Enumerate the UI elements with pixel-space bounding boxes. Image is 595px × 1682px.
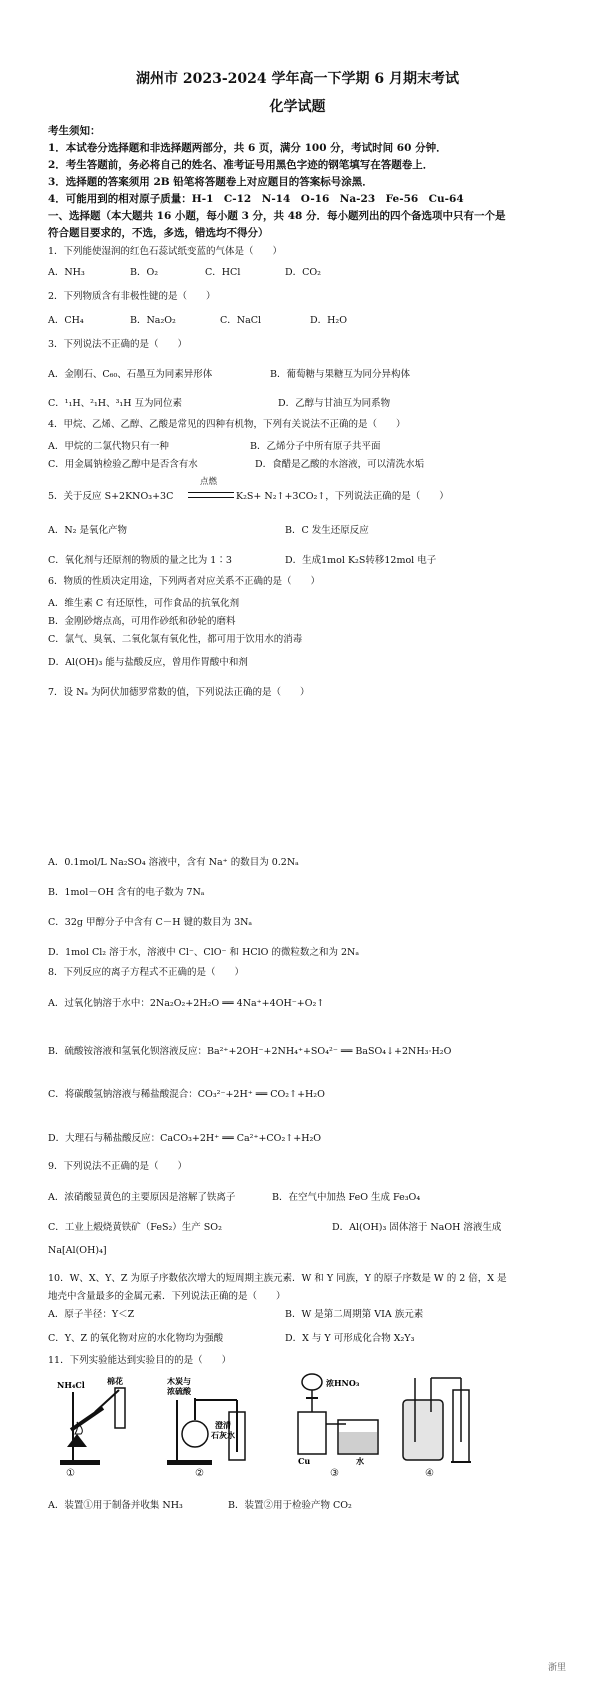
q2-stem: 2．下列物质含有非极性键的是（ ）: [48, 291, 216, 302]
q11-stem: 11．下列实验能达到实验目的的是（ ）: [48, 1355, 232, 1366]
q9-option-c: C．工业上煅烧黄铁矿（FeS₂）生产 SO₂: [48, 1222, 222, 1233]
q11-option-a: A．装置①用于制备并收集 NH₃: [48, 1500, 183, 1511]
q5-option-a: A．N₂ 是氧化产物: [48, 525, 128, 536]
q6-stem: 6．物质的性质决定用途，下列两者对应关系不正确的是（ ）: [48, 576, 321, 587]
q2-option-a: A．CH₄: [48, 315, 84, 326]
q3-option-b: B．葡萄糖与果糖互为同分异构体: [270, 369, 410, 380]
q6-option-a: A．维生素 C 有还原性，可作食品的抗氧化剂: [48, 598, 240, 609]
q1-option-a: A．NH₃: [48, 267, 85, 278]
apparatus-2-diagram: [165, 1372, 260, 1467]
q4-option-b: B．乙烯分子中所有原子共平面: [250, 441, 381, 452]
notice-item-4: 4．可能用到的相对原子质量：H-1 C-12 N-14 O-16 Na-23 Fe-56 Cu-64: [48, 193, 464, 205]
q10-option-a: A．原子半径：Y＜Z: [48, 1309, 135, 1320]
q5-option-c: C．氧化剂与还原剂的物质的量之比为 1∶3: [48, 555, 232, 566]
q7-option-c: C．32g 甲醇分子中含有 C－H 键的数目为 3Nₐ: [48, 917, 253, 928]
q6-option-c: C．氯气、臭氧、二氧化氯有氧化性，都可用于饮用水的消毒: [48, 634, 303, 645]
q7-stem: 7．设 Nₐ 为阿伏加德罗常数的值，下列说法正确的是（ ）: [48, 687, 310, 698]
q10-option-b: B．W 是第二周期第 VIA 族元素: [285, 1309, 424, 1320]
label-nh4cl: NH₄Cl: [57, 1380, 85, 1390]
q1-option-b: B．O₂: [130, 267, 159, 278]
q4-option-a: A．甲烷的二氯代物只有一种: [48, 441, 169, 452]
section-heading-line2: 符合题目要求的，不选，多选，错选均不得分）: [48, 227, 269, 239]
q9-option-a: A．浓硝酸显黄色的主要原因是溶解了铁离子: [48, 1192, 236, 1203]
exam-subtitle: 化学试题: [269, 99, 326, 115]
notice-heading: 考生须知：: [48, 125, 101, 137]
apparatus-caption-4: ④: [425, 1468, 434, 1479]
label-cotton: 棉花: [107, 1376, 123, 1386]
apparatus-caption-1: ①: [66, 1468, 75, 1479]
notice-item-1: 1．本试卷分选择题和非选择题两部分，共 6 页，满分 100 分，考试时间 60 分钟．: [48, 142, 447, 154]
label-limewater-1: 澄清: [215, 1420, 231, 1430]
q2-option-c: C．NaCl: [220, 315, 262, 326]
q8-option-c: C．将碳酸氢钠溶液与稀盐酸混合：CO₃²⁻+2H⁺ ══ CO₂↑+H₂O: [48, 1089, 325, 1100]
label-cu: Cu: [298, 1456, 311, 1466]
q8-stem: 8．下列反应的离子方程式不正确的是（ ）: [48, 967, 245, 978]
q1-option-d: D．CO₂: [285, 267, 321, 278]
q5-equation-sign: [188, 492, 234, 498]
q2-option-d: D．H₂O: [310, 315, 347, 326]
q3-option-c: C．¹₁H、²₁H、³₁H 互为同位素: [48, 398, 182, 409]
q3-stem: 3．下列说法不正确的是（ ）: [48, 339, 188, 350]
q4-option-d: D．食醋是乙酸的水溶液，可以清洗水垢: [255, 459, 425, 470]
q3-option-a: A．金刚石、C₆₀、石墨互为同素异形体: [48, 369, 213, 380]
q3-option-d: D．乙醇与甘油互为同系物: [278, 398, 391, 409]
apparatus-caption-2: ②: [195, 1468, 204, 1479]
q9-option-b: B．在空气中加热 FeO 生成 Fe₃O₄: [272, 1192, 421, 1203]
q7-option-a: A．0.1mol/L Na₂SO₄ 溶液中，含有 Na⁺ 的数目为 0.2Nₐ: [48, 857, 299, 868]
q4-stem: 4．甲烷、乙烯、乙醇、乙酸是常见的四种有机物，下列有关说法不正确的是（ ）: [48, 419, 406, 430]
apparatus-1-diagram: [55, 1372, 145, 1467]
footer-watermark: 浙里: [548, 1663, 567, 1673]
q7-option-d: D．1mol Cl₂ 溶于水，溶液中 Cl⁻、ClO⁻ 和 HClO 的微粒数之和为 2Nₐ: [48, 947, 360, 958]
notice-item-2: 2．考生答题前，务必将自己的姓名、准考证号用黑色字迹的钢笔填写在答题卷上．: [48, 159, 434, 171]
q10-stem-line2: 地壳中含量最多的金属元素．下列说法正确的是（ ）: [48, 1291, 286, 1302]
label-charcoal-2: 浓硫酸: [167, 1386, 191, 1396]
q6-option-d: D．Al(OH)₃ 能与盐酸反应，曾用作胃酸中和剂: [48, 657, 248, 668]
q6-option-b: B．金刚砂熔点高，可用作砂纸和砂轮的磨料: [48, 616, 236, 627]
q5-stem-post: K₂S+ N₂↑+3CO₂↑，下列说法正确的是（ ）: [236, 491, 449, 502]
apparatus-3-diagram: [290, 1368, 385, 1468]
q9-option-d-line1: D．Al(OH)₃ 固体溶于 NaOH 溶液生成: [332, 1222, 502, 1233]
q2-option-b: B．Na₂O₂: [130, 315, 176, 326]
q10-option-c: C．Y、Z 的氧化物对应的水化物均为强酸: [48, 1333, 224, 1344]
exam-title: 湖州市 2023-2024 学年高一下学期 6 月期末考试: [136, 71, 459, 87]
q8-option-a: A．过氧化钠溶于水中：2Na₂O₂+2H₂O ══ 4Na⁺+4OH⁻+O₂↑: [48, 998, 325, 1009]
q8-option-d: D．大理石与稀盐酸反应：CaCO₃+2H⁺ ══ Ca²⁺+CO₂↑+H₂O: [48, 1133, 322, 1144]
q10-stem-line1: 10．W、X、Y、Z 为原子序数依次增大的短周期主族元素．W 和 Y 同族，Y 的原子序数是 W 的 2 倍，X 是: [48, 1273, 507, 1284]
apparatus-caption-3: ③: [330, 1468, 339, 1479]
q7-option-b: B．1mol－OH 含有的电子数为 7Nₐ: [48, 887, 205, 898]
q5-option-d: D．生成1mol K₂S转移12mol 电子: [285, 555, 437, 566]
q8-option-b: B．硫酸铵溶液和氢氧化钡溶液反应：Ba²⁺+2OH⁻+2NH₄⁺+SO₄²⁻ ══ BaSO₄↓+2NH₃·H₂O: [48, 1046, 452, 1057]
label-limewater-2: 石灰水: [211, 1430, 235, 1440]
q1-option-c: C．HCl: [205, 267, 241, 278]
q5-option-b: B．C 发生还原反应: [285, 525, 369, 536]
q4-option-c: C．用金属钠检验乙醇中是否含有水: [48, 459, 198, 470]
label-charcoal-1: 木炭与: [167, 1376, 191, 1386]
q9-option-d-line2: Na[Al(OH)₄]: [48, 1245, 107, 1256]
notice-item-3: 3．选择题的答案须用 2B 铅笔将答题卷上对应题目的答案标号涂黑．: [48, 176, 373, 188]
label-water: 水: [356, 1456, 364, 1466]
q1-stem: 1．下列能使湿润的红色石蕊试纸变蓝的气体是（ ）: [48, 246, 283, 257]
q5-stem-pre: 5．关于反应 S+2KNO₃+3C: [48, 491, 174, 502]
q11-option-b: B．装置②用于检验产物 CO₂: [228, 1500, 352, 1511]
section-heading-line1: 一、选择题（本大题共 16 小题，每小题 3 分，共 48 分．每小题列出的四个备选项中只有一个是: [48, 210, 506, 222]
q5-condition: 点燃: [200, 477, 218, 487]
q10-option-d: D．X 与 Y 可形成化合物 X₂Y₃: [285, 1333, 415, 1344]
apparatus-4-diagram: [395, 1372, 490, 1467]
label-hno3: 浓HNO₃: [326, 1378, 360, 1388]
q9-stem: 9．下列说法不正确的是（ ）: [48, 1161, 188, 1172]
